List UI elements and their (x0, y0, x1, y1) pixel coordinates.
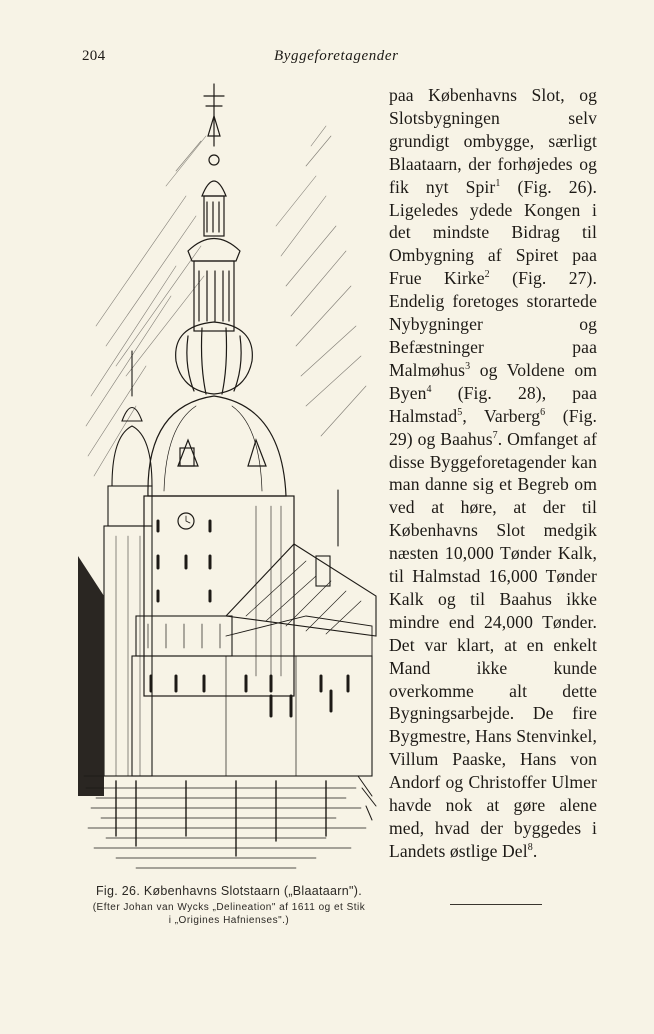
left-dark-wing (78, 556, 104, 796)
footnote-marker: 8 (527, 841, 533, 853)
page-number: 204 (82, 48, 106, 64)
footnote-marker: 7 (492, 429, 498, 441)
body-text-segment: og Voldene om Byen (389, 359, 597, 403)
water-reflection (84, 776, 376, 868)
caption-source (76, 901, 382, 927)
footnote-marker: 5 (457, 406, 463, 418)
sky-hatching (86, 126, 366, 476)
body-text-segment: (Fig. 27). Endelig foretoges storartede Nybygninger og Befæstninger paa Malmøhus (389, 268, 597, 380)
running-head: Byggeforetagender (274, 48, 399, 64)
footnote-marker: 1 (495, 177, 501, 189)
body-text-segment: (Fig. 29) og Baahus (389, 405, 597, 449)
body-text-segment: . (532, 840, 538, 861)
footnote-divider (450, 904, 542, 905)
caption-title: Fig. 26. Københavns Slotstaarn („Blaataarn"). (96, 884, 362, 898)
footnote-marker: 2 (484, 269, 490, 281)
left-turret (104, 351, 152, 776)
body-text (389, 84, 597, 863)
body-text-segment: , Varberg (462, 405, 541, 426)
tower-dome (148, 396, 286, 496)
figure-caption (76, 884, 382, 927)
body-paragraph (389, 84, 597, 863)
tower-body (144, 496, 294, 696)
caption-source-line: (Efter Johan van Wycks „Delineation" af 1611 og et Stik (92, 902, 366, 913)
body-text-segment: (Fig. 28), paa Halmstad (389, 382, 597, 426)
body-text-segment: (Fig. 26). Ligeledes ydede Kongen i det mindste Bidrag til Ombygning af Spiret paa Frue Kirke (389, 176, 597, 289)
tower-illustration (76, 76, 382, 876)
body-text-segment: paa Københavns Slot, og Slotsbygningen selv grundigt ombygge, særligt Blaataarn, der forhøjedes og fik nyt Spir (389, 85, 597, 197)
footnote-marker: 4 (426, 383, 432, 395)
spire (176, 84, 253, 394)
caption-source-line: i „Origines Hafnienses".) (168, 915, 290, 926)
footnote-marker: 6 (540, 406, 546, 418)
footnote-marker: 3 (465, 360, 471, 372)
body-text-segment: . Omfanget af disse Byggeforetagender kan man danne sig et Begreb om ved at høre, at der til Københavns Slot medgik næsten 10,000 Tønder Kalk, til Halmstad 16,000 Tønder Kalk og til Baahus ikke mindre end 24,000 Tønder. Det var klart, at en enkelt Mand ikke kunde overkomme alt dette Bygningsarbejde. De fire Bygmestre, Hans Stenvinkel, Villum Paaske, Hans von Andorf og Christoffer Ulmer havde nok at gøre alene med, hvad der byggedes i Landets østlige Del (389, 428, 597, 861)
right-roof (226, 490, 376, 636)
figure-engraving (76, 76, 382, 876)
